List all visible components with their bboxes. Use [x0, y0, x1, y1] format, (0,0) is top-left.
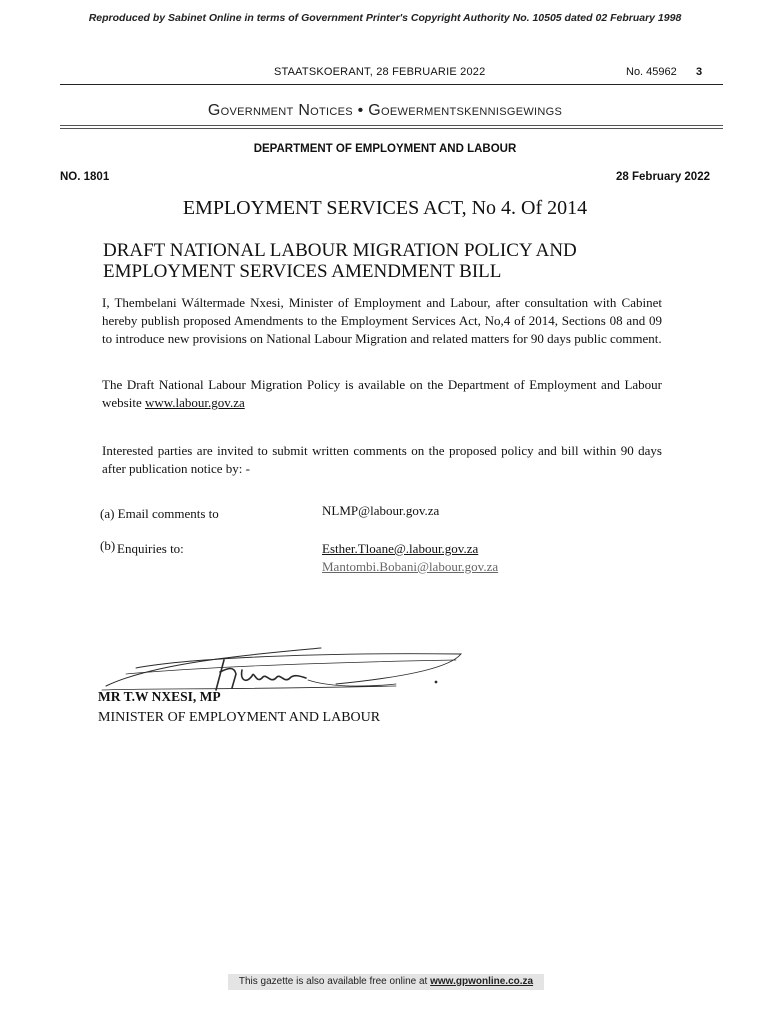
gazette-title: STAATSKOERANT, 28 FEBRUARIE 2022: [274, 66, 486, 78]
labour-website-link[interactable]: www.labour.gov.za: [144, 395, 245, 410]
header-divider: [60, 84, 723, 85]
gpwonline-link[interactable]: www.gpwonline.co.za: [430, 976, 534, 987]
availability-text: The Draft National Labour Migration Policy is available on the Department of Employment and Labour website: [102, 377, 662, 410]
footer-text: This gazette is also available free online at: [238, 976, 431, 987]
comments-paragraph: Interested parties are invited to submit written comments on the proposed policy and bill within 90 days after publication notice by: -: [102, 443, 662, 476]
reproduction-notice: Reproduced by Sabinet Online in terms of Government Printer's Copyright Authority No. 10505 dated 02 February 1998: [88, 12, 682, 24]
enquiries-email-2[interactable]: Mantombi.Bobani@labour.gov.za: [322, 559, 499, 574]
email-comments-address[interactable]: NLMP@labour.gov.za: [322, 503, 440, 518]
email-comments-label: (a) Email comments to: [100, 506, 219, 521]
policy-title: DRAFT NATIONAL LABOUR MIGRATION POLICY AND EMPLOYMENT SERVICES AMENDMENT BILL: [103, 240, 577, 282]
section-divider: [60, 125, 723, 129]
enquiries-marker: (b): [100, 538, 116, 553]
signature-icon: [96, 640, 466, 696]
availability-paragraph: [102, 376, 662, 412]
intro-paragraph: I, Thembelani Wáltermade Nxesi, Minister of Employment and Labour, after consultation with Cabinet hereby publish proposed Amendments to the Employment Services Act, No,4 of 2014, Sections 08 and 09 to introduce new provisions on National Labour Migration and related matters for 90 days public comment.: [102, 295, 662, 346]
signer-title: MINISTER OF EMPLOYMENT AND LABOUR: [98, 710, 381, 725]
act-title: EMPLOYMENT SERVICES ACT, No 4. Of 2014: [182, 197, 588, 219]
page-number: 3: [696, 66, 703, 78]
enquiries-email-1[interactable]: Esther.Tloane@.labour.gov.za: [322, 541, 479, 556]
footer-banner: [228, 974, 544, 990]
department-name: DEPARTMENT OF EMPLOYMENT AND LABOUR: [253, 143, 517, 155]
section-heading: Government Notices • Goewermentskennisgewings: [207, 102, 563, 119]
notice-number: NO. 1801: [60, 171, 110, 183]
gazette-number: No. 45962: [626, 66, 677, 78]
notice-date: 28 February 2022: [616, 171, 710, 183]
signer-name: MR T.W NXESI, MP: [98, 689, 221, 704]
enquiries-label: Enquiries to:: [117, 541, 184, 556]
